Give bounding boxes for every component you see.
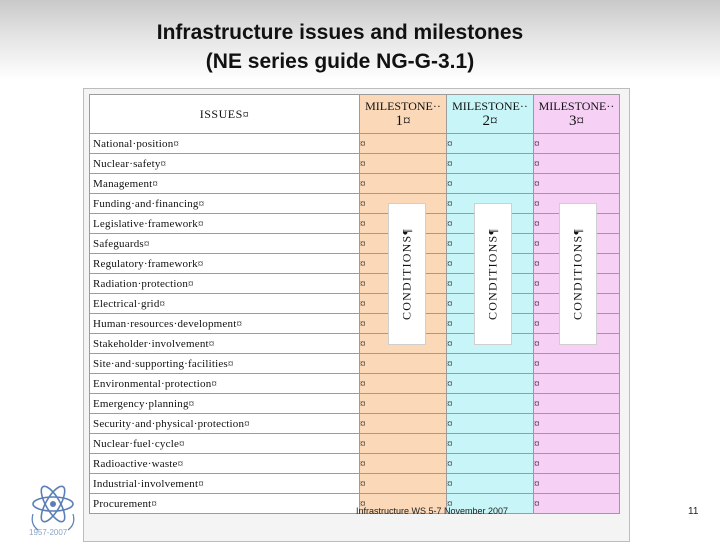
table-row <box>90 354 620 374</box>
milestone-1-word: MILESTONE·· <box>365 99 441 113</box>
milestone-3-cell: ¤ <box>534 234 620 254</box>
slide-title <box>90 18 590 76</box>
issue-label: Procurement¤ <box>90 494 360 514</box>
milestone-2-cell: ¤ <box>447 214 534 234</box>
milestone-2-cell: ¤ <box>447 194 534 214</box>
milestone-2-cell: ¤ <box>447 314 534 334</box>
milestone-3-cell: ¤ <box>534 314 620 334</box>
issue-label: Site·and·supporting·facilities¤ <box>90 354 360 374</box>
milestone-2-cell: ¤ <box>447 234 534 254</box>
table-row <box>90 154 620 174</box>
milestone-1-cell: ¤ <box>360 234 447 254</box>
milestone-3-cell: ¤ <box>534 214 620 234</box>
table-row <box>90 234 620 254</box>
title-line-1: Infrastructure issues and milestones <box>156 21 524 44</box>
milestone-2-cell: ¤ <box>447 414 534 434</box>
table-row <box>90 334 620 354</box>
milestone-2-number: 2¤ <box>482 113 498 129</box>
milestone-2-cell: ¤ <box>447 174 534 194</box>
milestone-2-word: MILESTONE·· <box>452 99 528 113</box>
issue-label: Legislative·framework¤ <box>90 214 360 234</box>
table-row <box>90 414 620 434</box>
milestone-3-cell: ¤ <box>534 134 620 154</box>
milestone-1-cell: ¤ <box>360 434 447 454</box>
milestone-3-header <box>534 95 620 134</box>
table-row <box>90 194 620 214</box>
issues-header: ISSUES¤ <box>90 95 360 134</box>
issue-label: Safeguards¤ <box>90 234 360 254</box>
milestone-2-cell: ¤ <box>447 354 534 374</box>
milestone-3-cell: ¤ <box>534 254 620 274</box>
issue-label: Nuclear·safety¤ <box>90 154 360 174</box>
milestone-2-cell: ¤ <box>447 394 534 414</box>
conditions-box-3 <box>559 203 597 345</box>
milestone-2-cell: ¤ <box>447 134 534 154</box>
milestone-3-cell: ¤ <box>534 494 620 514</box>
milestone-3-cell: ¤ <box>534 294 620 314</box>
logo-years: 1957-2007 <box>29 528 68 537</box>
table-row <box>90 374 620 394</box>
milestone-1-cell: ¤ <box>360 374 447 394</box>
table-header-row <box>90 95 620 134</box>
table-row <box>90 274 620 294</box>
conditions-label-2: CONDITIONS¶ <box>485 228 500 320</box>
issue-label: Nuclear·fuel·cycle¤ <box>90 434 360 454</box>
conditions-box-1 <box>388 203 426 345</box>
milestone-1-cell: ¤ <box>360 274 447 294</box>
page-number: 11 <box>688 506 699 517</box>
milestone-3-cell: ¤ <box>534 194 620 214</box>
milestone-2-cell: ¤ <box>447 374 534 394</box>
milestone-2-cell: ¤ <box>447 494 534 514</box>
table-row <box>90 494 620 514</box>
milestone-1-cell: ¤ <box>360 414 447 434</box>
milestone-1-cell: ¤ <box>360 254 447 274</box>
milestone-3-cell: ¤ <box>534 174 620 194</box>
milestone-3-cell: ¤ <box>534 454 620 474</box>
milestone-3-cell: ¤ <box>534 274 620 294</box>
issue-label: Human·resources·development¤ <box>90 314 360 334</box>
milestone-1-cell: ¤ <box>360 334 447 354</box>
table-row <box>90 254 620 274</box>
issues-milestones-table-frame <box>83 88 630 542</box>
milestone-1-number: 1¤ <box>395 113 411 129</box>
issue-label: Electrical·grid¤ <box>90 294 360 314</box>
issue-label: Stakeholder·involvement¤ <box>90 334 360 354</box>
milestone-1-cell: ¤ <box>360 494 447 514</box>
milestone-2-cell: ¤ <box>447 474 534 494</box>
issue-label: National·position¤ <box>90 134 360 154</box>
conditions-label-3: CONDITIONS¶ <box>570 228 585 320</box>
milestone-1-cell: ¤ <box>360 154 447 174</box>
milestone-1-cell: ¤ <box>360 134 447 154</box>
milestone-3-cell: ¤ <box>534 154 620 174</box>
milestone-3-cell: ¤ <box>534 434 620 454</box>
milestone-3-number: 3¤ <box>569 113 584 129</box>
issue-label: Funding·and·financing¤ <box>90 194 360 214</box>
footer-text: Infrastructure WS 5-7 November 2007 <box>356 506 509 516</box>
milestone-3-cell: ¤ <box>534 354 620 374</box>
issue-label: Radioactive·waste¤ <box>90 454 360 474</box>
issue-label: Environmental·protection¤ <box>90 374 360 394</box>
table-row <box>90 134 620 154</box>
milestone-1-cell: ¤ <box>360 194 447 214</box>
milestone-1-cell: ¤ <box>360 474 447 494</box>
milestone-2-cell: ¤ <box>447 454 534 474</box>
milestone-3-cell: ¤ <box>534 334 620 354</box>
table-row <box>90 174 620 194</box>
milestone-2-cell: ¤ <box>447 274 534 294</box>
milestone-3-cell: ¤ <box>534 474 620 494</box>
milestone-2-cell: ¤ <box>447 434 534 454</box>
milestone-1-cell: ¤ <box>360 454 447 474</box>
milestone-1-cell: ¤ <box>360 314 447 334</box>
milestone-1-cell: ¤ <box>360 294 447 314</box>
milestone-2-cell: ¤ <box>447 254 534 274</box>
issues-milestones-table <box>89 94 620 514</box>
issue-label: Management¤ <box>90 174 360 194</box>
milestone-1-cell: ¤ <box>360 394 447 414</box>
milestone-2-cell: ¤ <box>447 334 534 354</box>
milestone-1-header <box>360 95 447 134</box>
table-row <box>90 214 620 234</box>
table-row <box>90 454 620 474</box>
conditions-label-1: CONDITIONS¶ <box>399 228 414 320</box>
title-line-2: (NE series guide NG-G-3.1) <box>205 50 475 73</box>
issue-label: Radiation·protection¤ <box>90 274 360 294</box>
table-row <box>90 434 620 454</box>
milestone-2-header <box>447 95 534 134</box>
table-row <box>90 314 620 334</box>
table-row <box>90 394 620 414</box>
milestone-1-cell: ¤ <box>360 174 447 194</box>
milestone-3-word: MILESTONE·· <box>538 99 615 113</box>
issue-label: Security·and·physical·protection¤ <box>90 414 360 434</box>
milestone-3-cell: ¤ <box>534 414 620 434</box>
milestone-1-cell: ¤ <box>360 214 447 234</box>
conditions-box-2 <box>474 203 512 345</box>
table-row <box>90 294 620 314</box>
issue-label: Regulatory·framework¤ <box>90 254 360 274</box>
milestone-3-cell: ¤ <box>534 374 620 394</box>
milestone-2-cell: ¤ <box>447 294 534 314</box>
issue-label: Industrial·involvement¤ <box>90 474 360 494</box>
milestone-1-cell: ¤ <box>360 354 447 374</box>
table-row <box>90 474 620 494</box>
milestone-2-cell: ¤ <box>447 154 534 174</box>
milestone-3-cell: ¤ <box>534 394 620 414</box>
issue-label: Emergency·planning¤ <box>90 394 360 414</box>
